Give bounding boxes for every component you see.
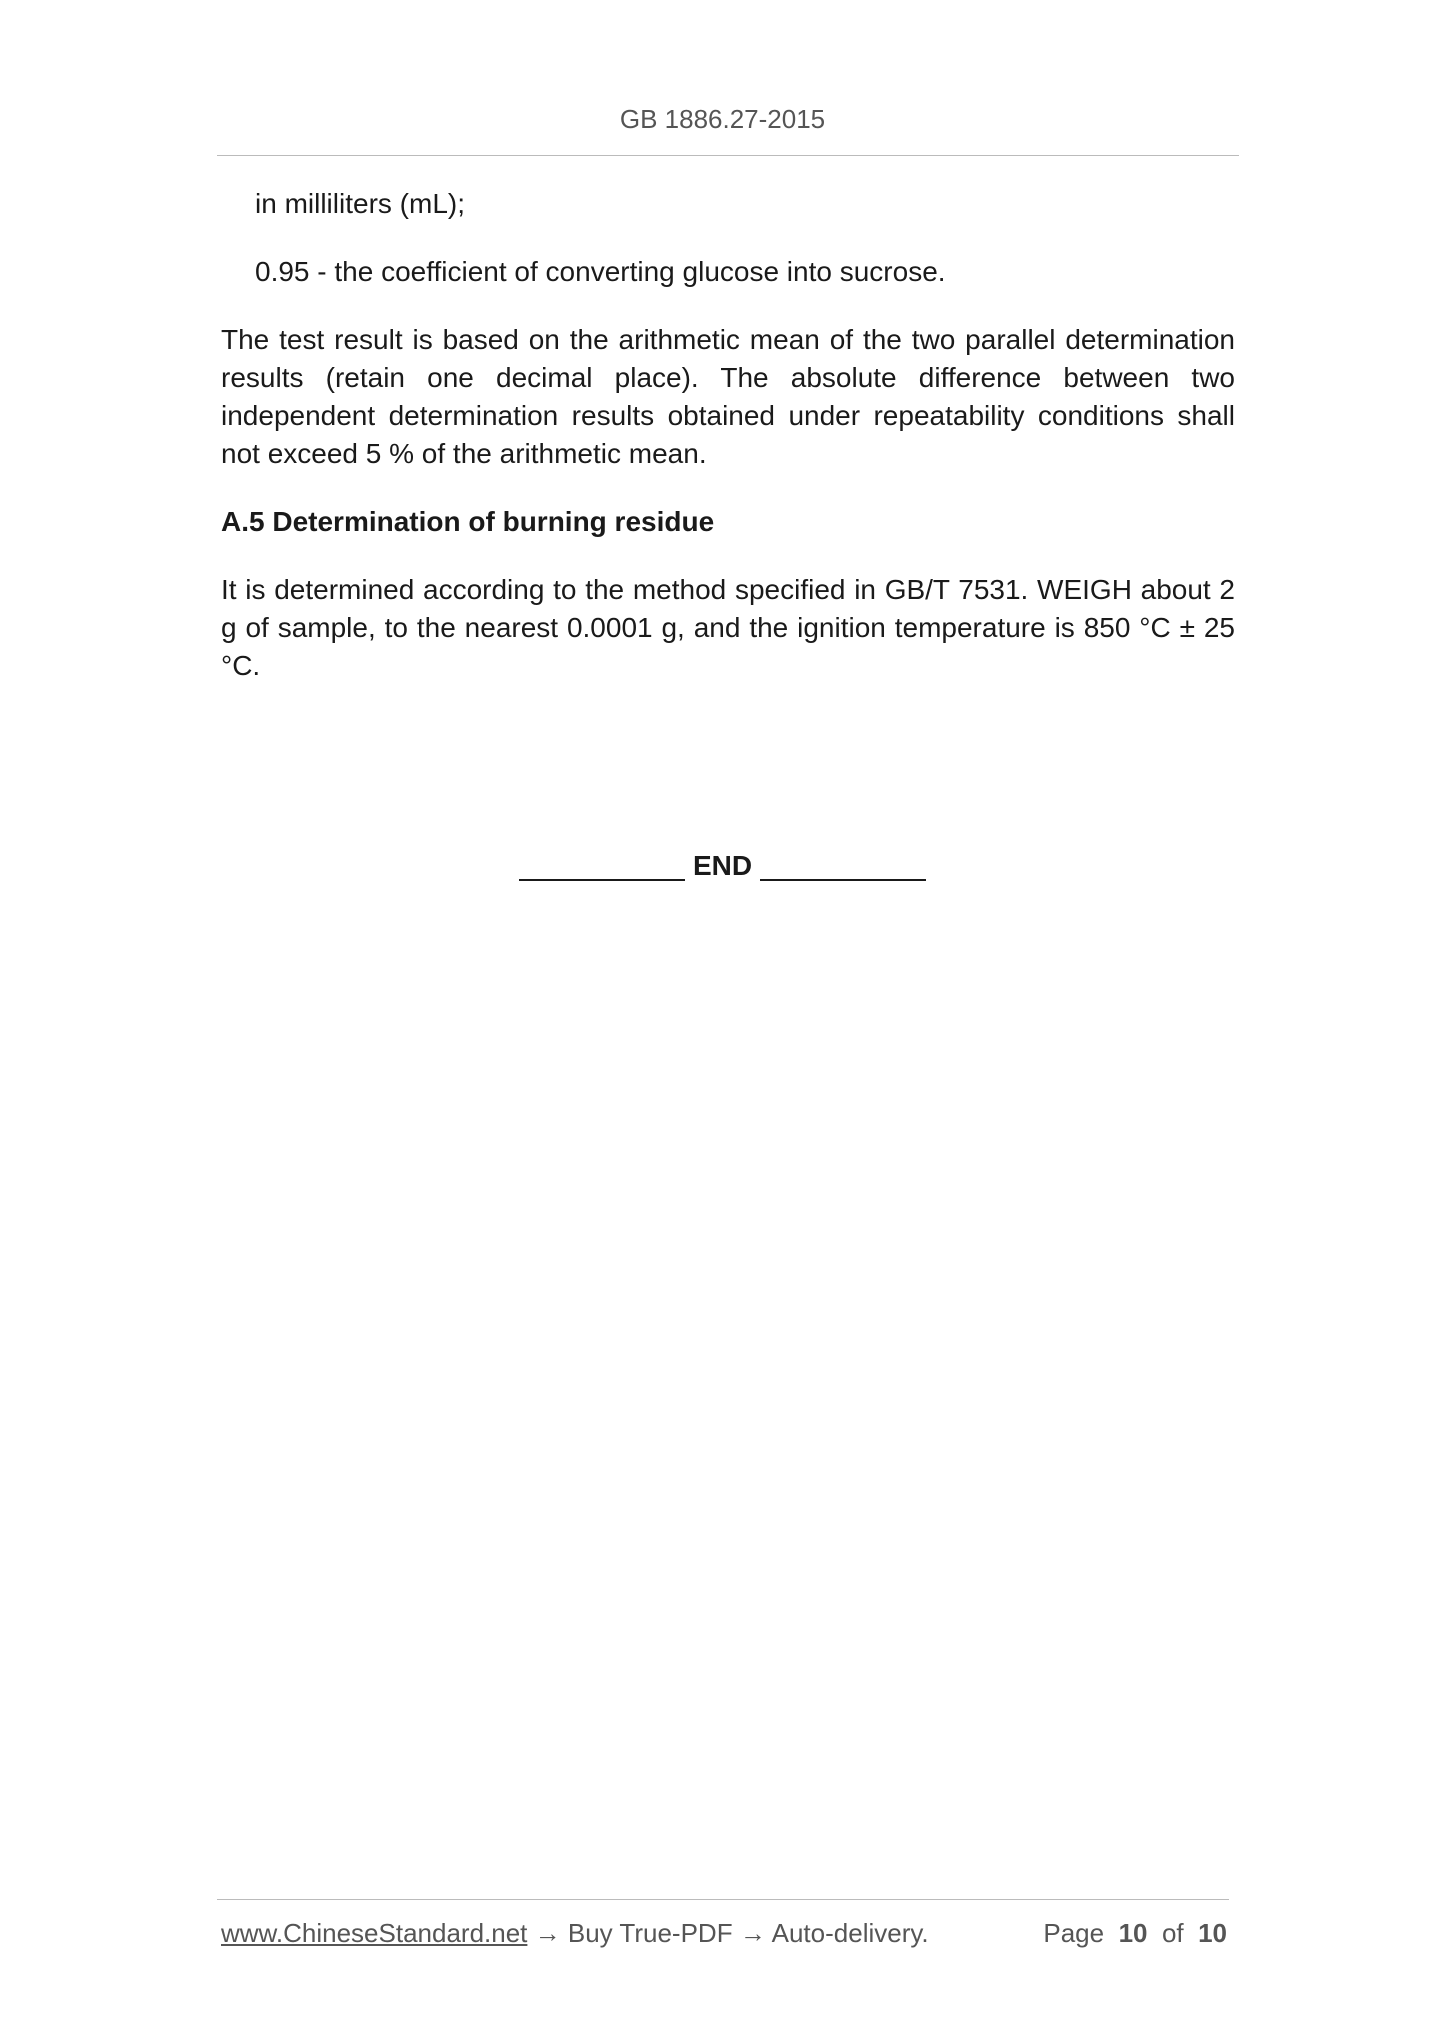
document-header-title: GB 1886.27-2015	[619, 104, 826, 134]
buy-pdf-text: Buy True-PDF	[567, 1918, 733, 1948]
page-number	[1043, 1918, 1227, 1949]
header-divider	[217, 155, 1239, 156]
coefficient-definition-line: 0.95 - the coefficient of converting glucose into sucrose.	[255, 256, 946, 287]
document-body	[221, 185, 1235, 715]
page-total: 10	[1198, 1918, 1227, 1948]
section-heading-a5: A.5 Determination of burning residue	[221, 506, 715, 537]
end-left-rule	[519, 879, 685, 881]
end-right-rule	[760, 879, 926, 881]
auto-delivery-text: Auto-delivery.	[771, 1918, 929, 1948]
end-marker	[0, 850, 1445, 882]
page-of-label: of	[1161, 1918, 1184, 1948]
burning-residue-paragraph: It is determined according to the method specified in GB/T 7531. WEIGH about 2 g of sample, to the nearest 0.0001 g, and the ignition temperature is 850 °C ± 25 °C.	[221, 574, 1235, 681]
website-link[interactable]: www.ChineseStandard.net	[221, 1918, 528, 1948]
variable-definition-line: in milliliters (mL);	[255, 188, 465, 219]
page-label: Page	[1043, 1918, 1105, 1948]
page-current: 10	[1118, 1918, 1148, 1948]
test-result-paragraph: The test result is based on the arithmetic mean of the two parallel determination results (retain one decimal place). The absolute difference between two independent determination results obtained under repeatability conditions shall not exceed 5 % of the arithmetic mean.	[221, 324, 1235, 469]
footer-divider	[217, 1899, 1229, 1900]
arrow-right-icon: →	[739, 1918, 766, 1948]
end-label: END	[692, 850, 753, 881]
arrow-right-icon: →	[534, 1918, 561, 1948]
page-footer	[221, 1918, 1229, 1949]
